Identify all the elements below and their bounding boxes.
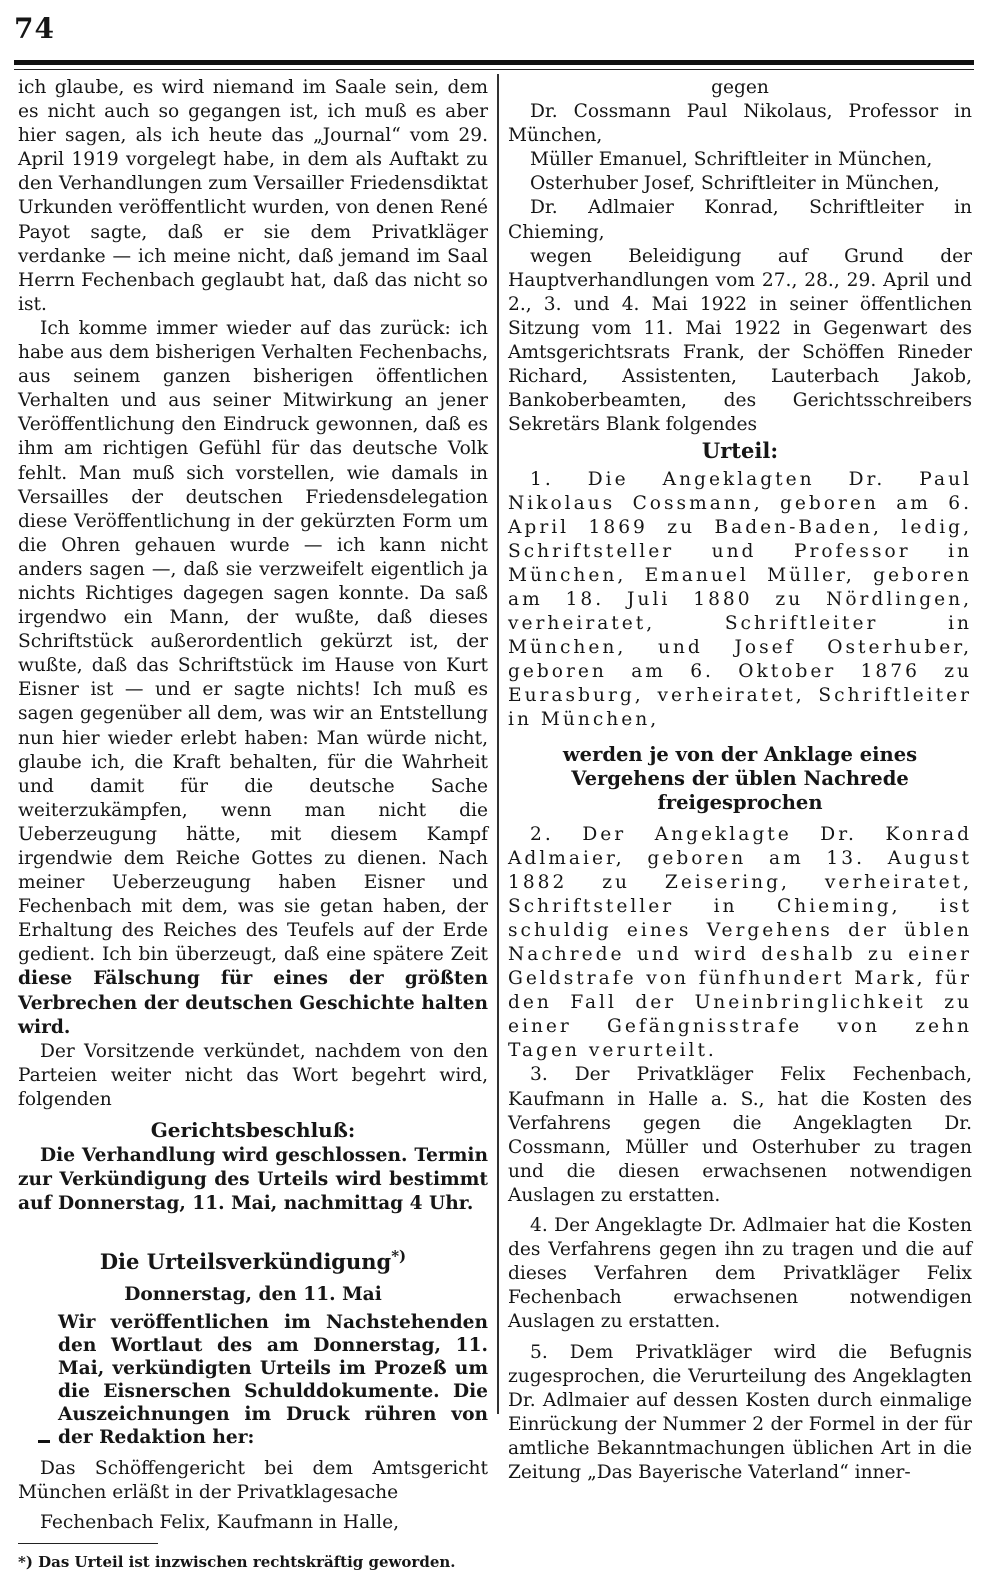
- header-rule-thin: [14, 69, 974, 70]
- verdict-item-5: 5. Dem Privatkläger wird die Befugnis zugesprochen, die Verurteilung des Angeklagten Dr. Adlmaier auf dessen Kosten durch einmalige Einrückung der Nummer 2 der Formel in der für amtliche Bekanntmachungen üblichen Art in die Zeitung „Das Bayerische Vaterland“ inner-: [508, 1341, 972, 1483]
- paragraph-main-bold: diese Fälschung für eines der größten Verbrechen der deutschen Geschichte halten wird.: [18, 968, 488, 1038]
- right-column: [508, 76, 972, 1485]
- wegen-text: wegen Beleidigung auf Grund der Hauptverhandlungen vom 27., 28., 29. April und 2., 3. und 4. Mai 1922 in seiner öffentlichen Sitzung vom 11. Mai 1922 in Gegenwart des Amtsgerichtsrats Frank, der Schöffen Rineder Richard, Assistenten, Lauterbach Jakob, Bankoberbeamten, des Gerichtsschreibers Sekretärs Blank folgendes: [508, 245, 972, 436]
- court-intro: Das Schöffengericht bei dem Amtsgericht München erläßt in der Privatklagesache: [18, 1457, 488, 1503]
- paragraph-vorsitzende: Der Vorsitzende verkündet, nachdem von den Parteien weiter nicht das Wort begehrt wird, folgenden: [18, 1040, 488, 1110]
- paragraph-main-text: Ich komme immer wieder auf das zurück: ich habe aus dem bisherigen Verhalten Fechenbachs, aus seinem ganzen bisherigen öffentlichen Verhalten und aus seiner Mitwirkung an jener Veröffentlichung den Eindruck gewonnen, daß es ihm am richtigen Gefühl für das deutsche Volk fehlt. Man muß sich vorstellen, wie damals in Versailles der deutschen Friedensdelegation diese Veröffentlichung in der gekürzten Form um die Ohren gehauen wurde — ich kann nicht anders sagen —, daß sie verzweifelt eigentlich ja nichts Richtiges dagegen sagen konnte. Da saß irgendwo ein Mann, der wußte, daß dieses Schriftstück außerordentlich gekürzt ist, der wußte, daß das Schriftstück im Hause von Kurt Eisner ist — und er sagte nichts! Ich muß es sagen gegenüber all dem, was wir an Entstellung nun hier wieder erlebt haben: Man würde nicht, glaube ich, die Kraft behalten, für die Wahrheit und damit für die deutsche Sache weiterzukämpfen, wenn man nicht die Ueberzeugung hätte, mit diesem Kampf irgendwie dem Reiche Gottes zu dienen. Nach meiner Ueberzeugung haben Eisner und Fechenbach mit dem, was sie getan haben, der Erhaltung des Reiches des Teufels auf der Erde gedient. Ich bin überzeugt, daß eine spätere Zeit: [18, 317, 488, 966]
- verdict-item-1: 1. Die Angeklagten Dr. Paul Nikolaus Cossmann, geboren am 6. April 1869 zu Baden-Baden, ledig, Schriftsteller und Professor in München, Emanuel Müller, geboren am 18. Juli 1880 zu Nördlingen, verheiratet, Schriftleiter in München, und Josef Osterhuber, geboren am 6. Oktober 1876 zu Eurasburg, verheiratet, Schriftleiter in München,: [508, 468, 972, 731]
- verdict-item-4: 4. Der Angeklagte Dr. Adlmaier hat die Kosten des Verfahrens gegen ihn zu tragen und die auf dieses Verfahren dem Privatkläger Felix Fechenbach erwachsenen notwendigen Auslagen zu erstatten.: [508, 1215, 972, 1333]
- editor-note: Wir veröffentlichen im Nachstehenden den Wortlaut des am Donnerstag, 11. Mai, verkündigten Urteils im Prozeß um die Eisnerschen Schulddokumente. Die Auszeichnungen im Druck rühren von der Redaktion her:: [58, 1311, 488, 1448]
- header-rule-thick: [14, 60, 974, 65]
- defendant-4: Dr. Adlmaier Konrad, Schriftleiter in Chieming,: [508, 197, 972, 243]
- heading-urteil: Urteil:: [701, 438, 779, 464]
- paragraph-intro: ich glaube, es wird niemand im Saale sein, dem es nicht auch so gegangen ist, ich muß es aber hier sagen, als ich heute das „Journal“ vom 29. April 1919 vorgelegt habe, in dem als Auftakt zu den Verhandlungen zum Versailler Friedensdiktat Urkunden veröffentlicht wurden, von denen René Payot sagte, daß er sie dem Privatkläger verdanke — ich meine nicht, daß jemand im Saal Herrn Fechenbach geglaubt hat, daß das nicht so ist.: [18, 77, 488, 315]
- defendant-3: Osterhuber Josef, Schriftleiter in München,: [530, 173, 940, 195]
- stray-mark: [38, 1440, 50, 1443]
- verdict-item-3: 3. Der Privatkläger Felix Fechenbach, Kaufmann in Halle a. S., hat die Kosten des Verfahrens gegen die Angeklagten Dr. Cossmann, Müller und Osterhuber zu tragen und die diesen erwachsenen notwendigen Auslagen zu erstatten.: [508, 1064, 972, 1206]
- freispruch-heading: werden je von der Anklage eines Vergehens der üblen Nachrede freigesprochen: [562, 742, 918, 814]
- plaintiff-line: Fechenbach Felix, Kaufmann in Halle,: [40, 1511, 399, 1533]
- left-column: [18, 76, 488, 1574]
- column-divider: [497, 74, 499, 1414]
- defendant-2: Müller Emanuel, Schriftleiter in München,: [530, 149, 933, 171]
- dateline: Donnerstag, den 11. Mai: [124, 1283, 382, 1305]
- verdict-item-2: 2. Der Angeklagte Dr. Konrad Adlmaier, geboren am 13. August 1882 zu Zeisering, verheiratet, Schriftsteller in Chieming, ist schuldig eines Vergehens der üblen Nachrede und wird deshalb zu einer Geldstrafe von fünfhundert Mark, für den Fall der Uneinbringlichkeit zu einer Gefängnisstrafe von zehn Tagen verurteilt.: [508, 823, 972, 1062]
- defendant-1: Dr. Cossmann Paul Nikolaus, Professor in München,: [508, 101, 972, 147]
- heading-urteilsverkuendigung: [18, 1244, 488, 1274]
- beschluss-text: Die Verhandlung wird geschlossen. Termin zur Verkündigung des Urteils wird bestimmt auf Donnerstag, 11. Mai, nachmittag 4 Uhr.: [18, 1145, 488, 1215]
- page-number: 74: [14, 12, 55, 45]
- footnote: *) Das Urteil ist inzwischen rechtskräftig geworden.: [18, 1552, 456, 1571]
- gegen-label: gegen: [711, 77, 769, 98]
- heading-urteilsverkuendigung-text: Die Urteilsverkündigung: [99, 1249, 392, 1275]
- paragraph-main: [18, 317, 488, 1040]
- footnote-rule: [18, 1543, 158, 1544]
- heading-gerichtsbeschluss: Gerichtsbeschluß:: [150, 1118, 356, 1143]
- footnote-marker: *): [391, 1247, 407, 1266]
